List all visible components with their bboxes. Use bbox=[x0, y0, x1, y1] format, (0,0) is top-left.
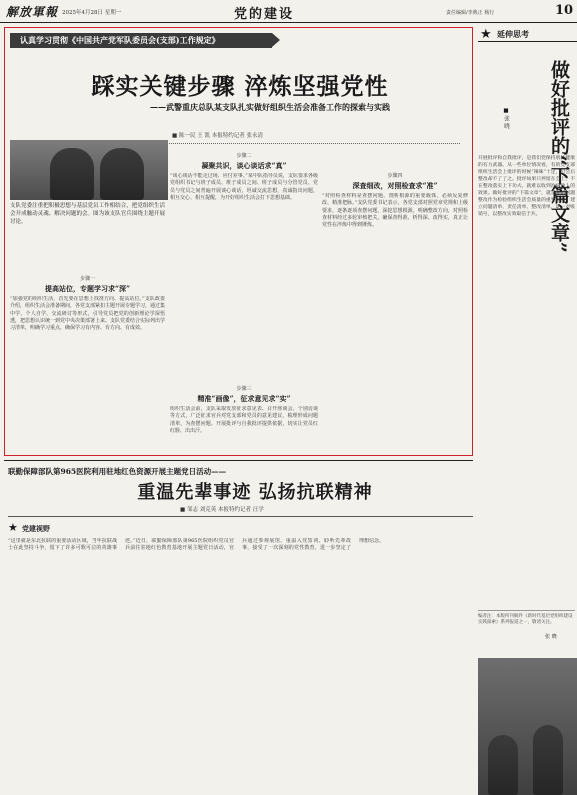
step-label: 步骤一 bbox=[79, 276, 95, 282]
divider-line bbox=[8, 516, 473, 517]
star-icon: ★ bbox=[8, 521, 18, 534]
topic-banner: 认真学习贯彻《中国共产党军队委员会(支部)工作规定》 bbox=[10, 33, 272, 48]
step-heading: 提高站位，专题学习求“深” bbox=[44, 284, 131, 293]
step-body: “谈心谈话不能走过场、应付差事。”某中队指导员说，支队要求各级党组织书记与班子成员、班子成员之间、班子成员与分管党员、党员与党员之间普遍开展谈心谈话，坦诚交流思想，真诚指出问题，相互交心、相互提醒，为开好组织生活会打下思想基础。 bbox=[170, 173, 318, 201]
column-tag: 党建视野 bbox=[22, 524, 50, 533]
editor-note: 编者注：本版所刊稿件《新时代基层党组织建设实践探索》系列报道之一，敬请关注。 bbox=[478, 610, 575, 626]
editors-credit: 责任编辑/李典正 杨行 bbox=[446, 10, 495, 16]
banner-arrow bbox=[272, 33, 280, 47]
step-label: 步骤四 bbox=[387, 173, 403, 179]
step-heading: 凝聚共识，谈心谈话求“真” bbox=[201, 161, 287, 170]
commentary-body: 开展批评和自我批评，是我们党保持肌体健康的有力武器。从一些单位情况看，有的党支部组织生活会上批评的时候“辣味”十足，但会后整改却不了了之。批评如果只停留在会上，不在整改落实上下功夫，就难以收到治病救人的效果。做好批评的“下篇文章”，就是要把问题整改作为检验组织生活会质量的重要标准，建立问题清单、责任清单、整改清单，逐一对账销号，以整改实效取信于兵。 bbox=[478, 156, 575, 217]
article-photo bbox=[10, 140, 168, 200]
step-body: “加强党的组织生活，首先要在思想上找准方向、提高站位。”支队政委介绍，组织生活会准备期间，各党支部紧扣主题开展专题学习，通过集中学、个人自学、交流研讨等形式，引导党员把党的创新理论学深悟透，把思想认识统一到党中央决策部署上来。支队党委结合实际列出学习清单，明确学习重点，确保学习有内容、有方向、有成效。 bbox=[10, 296, 165, 332]
step-body: 组织生活会前，支队采取发放征求意见表、召开座谈会、个别访谈等方式，广泛征求官兵对党支部和党员的意见建议，梳理形成问题清单，为查摆问题、开展批评与自我批评提供依据，切实让党员红红脸、出出汗。 bbox=[170, 406, 318, 434]
newspaper-logo: 解放軍報 bbox=[6, 5, 59, 19]
step-heading: 深查细改，对照检查求“准” bbox=[352, 181, 438, 190]
photo-caption: 支队党委注重把积极思想与基层党员工作相结合，把党组织生活会开成触动灵魂、解决问题的会。图为该支队官兵围绕主题开展讨论。 bbox=[10, 203, 165, 225]
sidebar-photo bbox=[478, 658, 577, 795]
soldier-figure bbox=[100, 148, 144, 200]
commentary-title: 做好批评的“下篇文章” bbox=[548, 60, 570, 253]
note-signature: 张 晓 bbox=[545, 634, 557, 640]
step-label: 步骤二 bbox=[236, 153, 252, 159]
commentary-author: ■ 张 晓 bbox=[503, 108, 509, 129]
article-byline: ■ 陈一民 王 凯 本报特约记者 张永清 bbox=[172, 133, 263, 139]
soldier-figure bbox=[50, 148, 94, 200]
issue-date: 2025年4月28日 星期一 bbox=[62, 10, 122, 16]
step-heading: 精准“画像”，征求意见求“实” bbox=[197, 394, 291, 403]
star-icon: ★ bbox=[480, 27, 492, 42]
lower-article-byline: ■ 邹志 刘克英 本报特约记者 汪学 bbox=[180, 507, 264, 513]
section-title: 党的建设 bbox=[234, 7, 295, 22]
soldier-figure bbox=[488, 735, 518, 795]
step-body: “对照检查材料是查摆问题、剖析根源的重要载体，必须反复修改、精准把脉。”支队党委书记表示，各党支部对照党章党规和上级要求，逐条逐项查摆问题，深挖思想根源，明确整改方向，对照检查材料经过多轮审核把关，确保查得准、析得深、改得实，真正让党性在淬炼中得到锤炼。 bbox=[322, 193, 468, 229]
divider-line bbox=[160, 143, 460, 144]
sidebar-section-title: 延伸思考 bbox=[497, 29, 529, 39]
article-headline: 踩实关键步骤 淬炼坚强党性 bbox=[91, 73, 389, 100]
section-divider bbox=[4, 460, 473, 461]
article-subheadline: ——武警重庆总队某支队扎实做好组织生活会准备工作的探索与实践 bbox=[150, 102, 390, 112]
lower-article-body: “这里就是东北抗联的重要活动区域，当年抗联战士在此坚持斗争，留下了许多可歌可泣的英雄事迹。”近日，联勤保障部队第965医院组织党员官兵前往驻地红色教育基地开展主题党日活动，官兵通过参观展馆、重温入党誓词、聆听先辈故事，接受了一次深刻的党性教育，进一步坚定了理想信念。 bbox=[8, 538, 385, 552]
soldier-figure bbox=[533, 725, 563, 795]
lower-article-headline: 重温先辈事迹 弘扬抗联精神 bbox=[137, 482, 373, 503]
step-label: 步骤三 bbox=[236, 386, 252, 392]
page-number: 10 bbox=[555, 3, 574, 18]
lower-article-banner: 联勤保障部队第965医院利用驻地红色资源开展主题党日活动—— bbox=[8, 467, 227, 476]
